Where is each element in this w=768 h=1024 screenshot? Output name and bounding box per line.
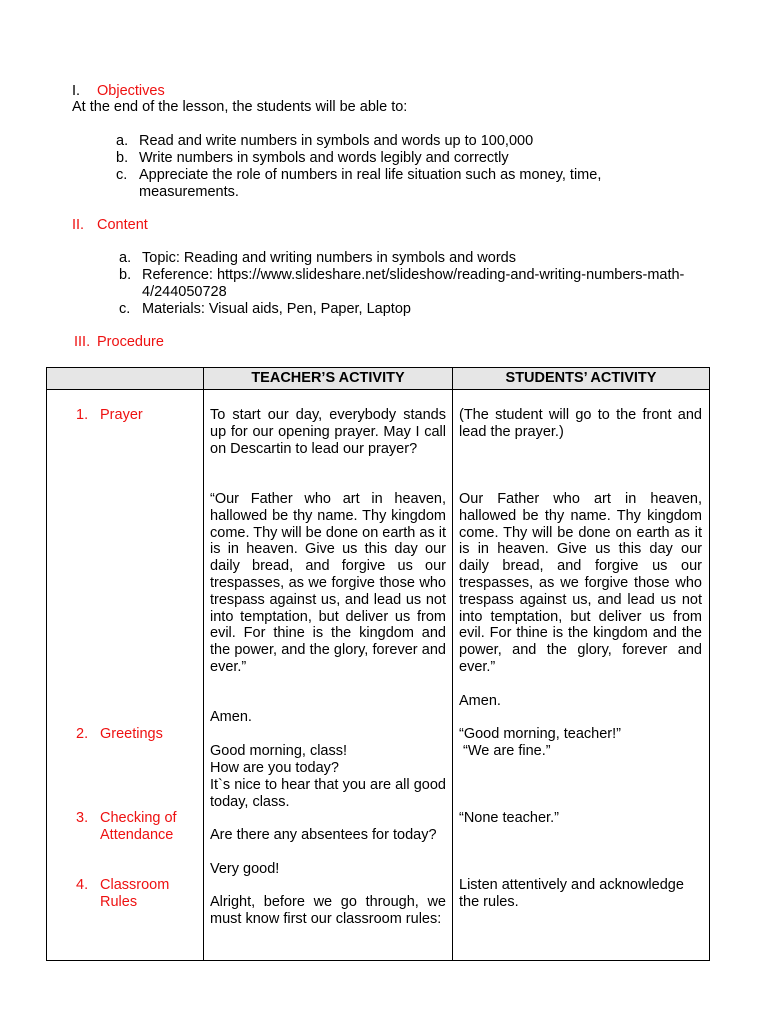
teacher-very-good: Very good!: [210, 861, 280, 877]
objectives-heading: Objectives: [97, 83, 165, 99]
teacher-amen: Amen.: [210, 709, 252, 725]
table-header-row: [47, 368, 710, 390]
students-we-are-fine: “We are fine.”: [459, 743, 551, 759]
teacher-absentees: Are there any absentees for today?: [210, 827, 437, 843]
students-greeting: “Good morning, teacher!”: [459, 726, 621, 742]
table-row: [47, 390, 710, 961]
teacher-prayer-intro: To start our day, everybody stands up for our opening prayer. May I call on Descartin to lead our prayer?: [210, 407, 446, 457]
content-numeral: II.: [72, 217, 85, 233]
students-prayer-text: Our Father who art in heaven, hallowed be thy name. Thy kingdom come. Thy will be done on earth as it is in heaven. Give us this day our daily bread, and forgive us our trespasses, as we forgive those who trespass against us, and lead us not into temptation, but deliver us from evil. For thine is the kingdom and the power, and the glory, forever and ever.”: [459, 491, 702, 675]
objectives-intro: At the end of the lesson, the students will be able to:: [72, 99, 408, 115]
teacher-greeting: Good morning, class!: [210, 743, 348, 759]
teacher-prayer-text: “Our Father who art in heaven, hallowed be thy name. Thy kingdom come. Thy will be done on earth as it is in heaven. Give us this day our daily bread, and forgive us our trespasses, as we forgive those who trespass against us, and lead us not into temptation, but deliver us from evil. For thine is the kingdom and the power, and the glory, forever and ever.”: [210, 491, 446, 675]
teacher-nice-to-hear: It`s nice to hear that you are all good today, class.: [210, 777, 446, 810]
students-listen: Listen attentively and acknowledge the rules.: [459, 877, 684, 910]
teacher-classroom-rules: Alright, before we go through, we must know first our classroom rules:: [210, 894, 446, 927]
students-none: “None teacher.”: [459, 810, 559, 826]
header-students-activity: STUDENTS’ ACTIVITY: [453, 368, 710, 390]
header-step: [47, 368, 204, 390]
content-heading: Content: [97, 217, 148, 233]
teacher-activity-cell: [204, 390, 453, 961]
teacher-how-are-you: How are you today?: [210, 760, 339, 776]
objectives-numeral: I.: [72, 83, 81, 99]
procedure-numeral: III.: [74, 334, 91, 350]
steps-cell: 1. Prayer 2. Greetings 3. Checking of Attendance 4. Classroom Rules: [47, 390, 204, 961]
students-prayer-lead: (The student will go to the front and lead the prayer.): [459, 407, 702, 440]
students-activity-cell: [453, 390, 710, 961]
procedure-heading: Procedure: [97, 334, 164, 350]
procedure-table: [46, 367, 710, 961]
students-amen: Amen.: [459, 693, 501, 709]
header-teacher-activity: TEACHER’S ACTIVITY: [204, 368, 453, 390]
